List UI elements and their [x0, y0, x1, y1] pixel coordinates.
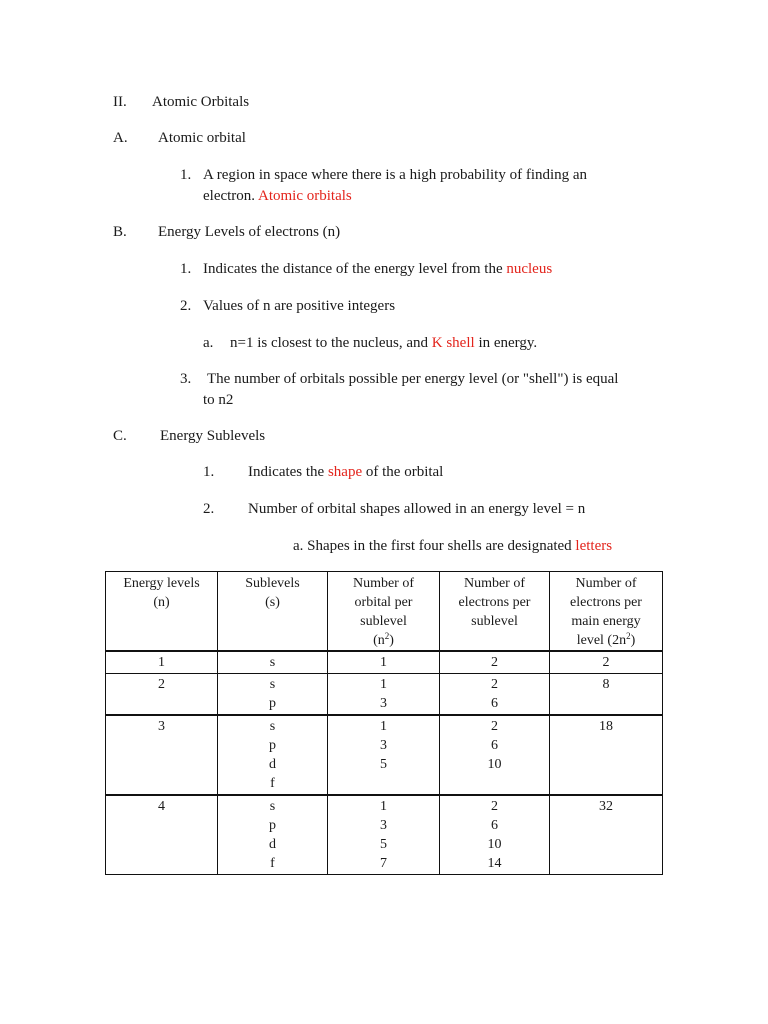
- header-electrons-per-sublevel: Number of electrons per sublevel: [440, 572, 550, 652]
- header-energy-levels: Energy levels (n): [106, 572, 218, 652]
- part-b-item2a-letter: a.: [203, 335, 214, 351]
- cell-sublevels: s p: [218, 674, 328, 716]
- part-b-title: Energy Levels of electrons (n): [158, 224, 341, 240]
- cell-electrons: 2 6: [440, 674, 550, 716]
- part-a-item1-line2: [203, 186, 352, 206]
- cell-energy-level: 3: [106, 715, 218, 795]
- part-b-item1-text: Indicates the distance of the energy level from the: [203, 261, 503, 277]
- part-a-item1-num: 1.: [180, 167, 192, 183]
- part-c-item1: [248, 462, 443, 482]
- part-c-item2-text: Number of orbital shapes allowed in an energy level = n: [248, 501, 586, 517]
- part-b-item2a-text: n=1 is closest to the nucleus, and: [230, 335, 429, 351]
- part-b-item2-num: 2.: [180, 298, 192, 314]
- cell-electrons: 2 6 10: [440, 715, 550, 795]
- part-c-letter: C.: [113, 428, 127, 444]
- k-shell-highlight: K shell: [431, 335, 475, 351]
- cell-electrons: 2: [440, 651, 550, 674]
- part-b-item1: [203, 259, 552, 279]
- cell-orbitals: 1 3 5: [328, 715, 440, 795]
- cell-energy-level: 4: [106, 795, 218, 875]
- part-b-item1-num: 1.: [180, 261, 192, 277]
- nucleus-highlight: nucleus: [506, 261, 553, 277]
- cell-sublevels: s p d f: [218, 715, 328, 795]
- part-a-letter: A.: [113, 130, 128, 146]
- part-b-item3-text: The number of orbitals possible per energy level (or "shell") is equal: [207, 371, 619, 387]
- section-numeral: II.: [113, 94, 127, 110]
- cell-total-electrons: 32: [550, 795, 663, 875]
- table-header-row: [106, 572, 663, 652]
- table-row: [106, 715, 663, 795]
- part-a-title: Atomic orbital: [158, 130, 246, 146]
- part-b-item2a-after: in energy.: [478, 335, 538, 351]
- part-b-item3-text2: to n2: [203, 392, 234, 408]
- cell-energy-level: 1: [106, 651, 218, 674]
- part-b-item2-text: Values of n are positive integers: [203, 298, 396, 314]
- header-electrons-per-main-level: Number of electrons per main energy level $(2n^2)$: [550, 572, 663, 652]
- part-b-letter: B.: [113, 224, 127, 240]
- cell-electrons: 2 6 10 14: [440, 795, 550, 875]
- part-c-item1-after: of the orbital: [365, 464, 444, 480]
- cell-sublevels: s p d f: [218, 795, 328, 875]
- cell-sublevels: s: [218, 651, 328, 674]
- part-c-item2a: [293, 536, 612, 556]
- table-row: [106, 795, 663, 875]
- part-c-item1-num: 1.: [203, 464, 215, 480]
- cell-total-electrons: 8: [550, 674, 663, 716]
- cell-orbitals: 1 3: [328, 674, 440, 716]
- cell-orbitals: 1: [328, 651, 440, 674]
- header-orbitals-per-sublevel: Number of orbital per sublevel $(n^2)$: [328, 572, 440, 652]
- part-c-title: Energy Sublevels: [160, 428, 266, 444]
- part-c-item1-text: Indicates the: [248, 464, 325, 480]
- part-b-item3-num: 3.: [180, 371, 192, 387]
- cell-energy-level: 2: [106, 674, 218, 716]
- part-c-item2-num: 2.: [203, 501, 215, 517]
- part-c-item2a-text: a. Shapes in the first four shells are designated: [293, 538, 572, 554]
- part-a-item1-text: A region in space where there is a high probability of finding an: [203, 167, 588, 183]
- atomic-orbitals-highlight: Atomic orbitals: [258, 188, 352, 204]
- shape-highlight: shape: [327, 464, 363, 480]
- table-row: [106, 674, 663, 716]
- header-sublevels: Sublevels (s): [218, 572, 328, 652]
- energy-levels-table: [105, 571, 663, 875]
- part-b-item2a: [230, 333, 537, 353]
- cell-orbitals: 1 3 5 7: [328, 795, 440, 875]
- cell-total-electrons: 18: [550, 715, 663, 795]
- section-title: Atomic Orbitals: [152, 94, 250, 110]
- letters-highlight: letters: [575, 538, 613, 554]
- part-a-item1-text2: electron.: [203, 188, 256, 204]
- cell-total-electrons: 2: [550, 651, 663, 674]
- table-row: [106, 651, 663, 674]
